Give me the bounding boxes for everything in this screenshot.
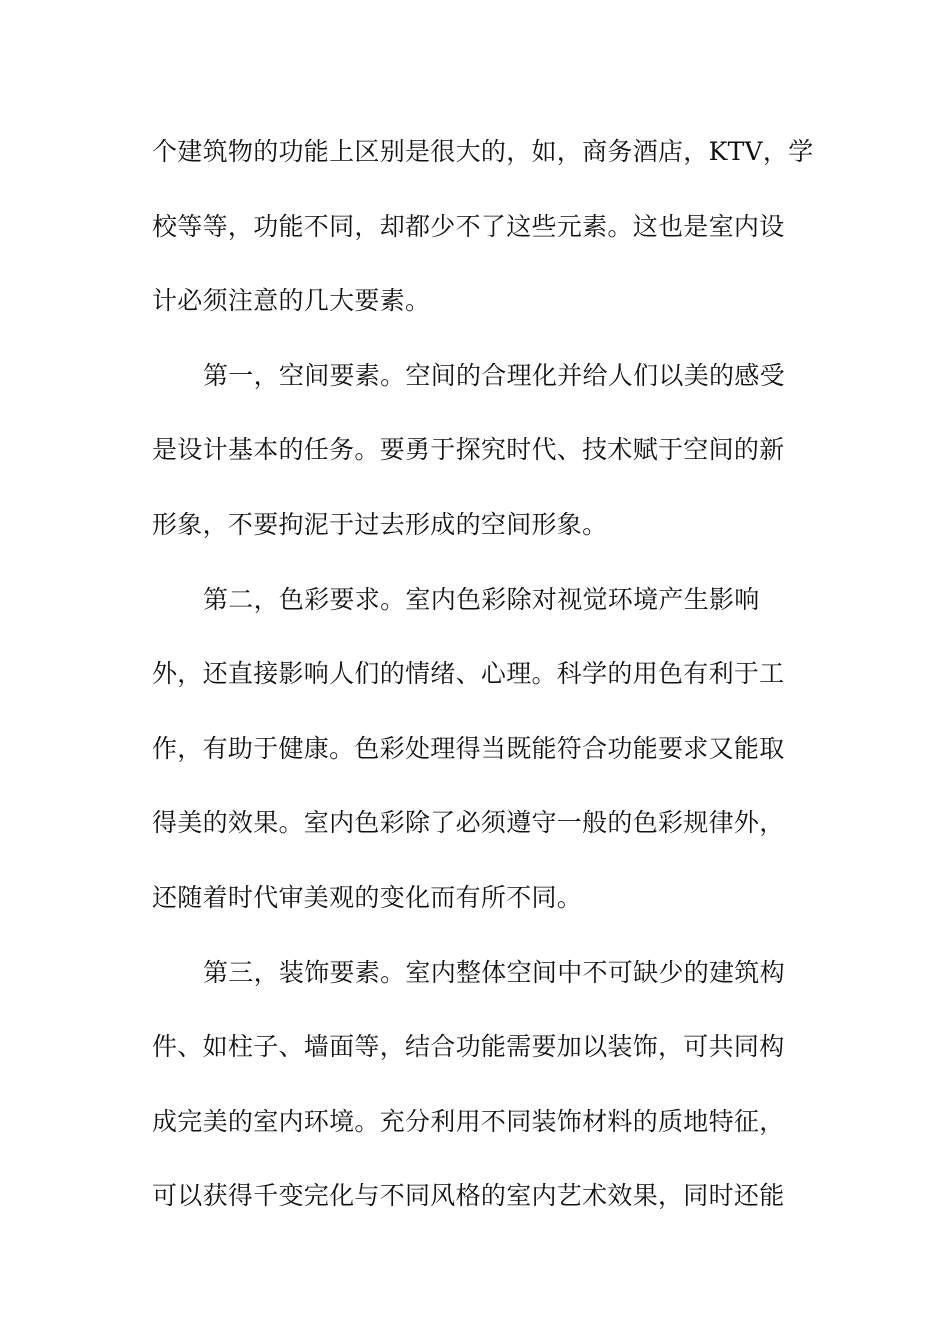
paragraph-space-element — [152, 354, 812, 578]
text-line: 还随着时代审美观的变化而有所不同。 — [152, 882, 583, 912]
text-line: 第一，空间要素。空间的合理化并给人们以美的感受 — [203, 360, 785, 390]
text-line: 第二，色彩要求。室内色彩除对视觉环境产生影响 — [203, 584, 760, 614]
text-line: 个建筑物的功能上区别是很大的，如，商务酒店，KTV，学 — [152, 137, 814, 166]
text-line: 计必须注意的几大要素。 — [152, 286, 431, 316]
paragraph-intro-continuation — [152, 130, 812, 354]
text-line: 件、如柱子、墙面等，结合功能需要加以装饰，可共同构 — [152, 1032, 785, 1062]
text-line: 形象，不要拘泥于过去形成的空间形象。 — [152, 509, 608, 539]
text-line: 外，还直接影响人们的情绪、心理。科学的用色有利于工 — [152, 659, 785, 689]
text-line: 第三，装饰要素。室内整体空间中不可缺少的建筑构 — [203, 957, 785, 987]
text-line: 是设计基本的任务。要勇于探究时代、技术赋于空间的新 — [152, 435, 785, 465]
paragraph-decoration-element — [152, 951, 812, 1249]
body-text — [152, 130, 812, 1249]
text-line: 可以获得千变完化与不同风格的室内艺术效果，同时还能 — [152, 1181, 785, 1211]
text-line: 校等等，功能不同，却都少不了这些元素。这也是室内设 — [152, 211, 785, 241]
text-line: 成完美的室内环境。充分利用不同装饰材料的质地特征， — [152, 1106, 785, 1136]
text-line: 得美的效果。室内色彩除了必须遵守一般的色彩规律外， — [152, 808, 785, 838]
text-line: 作，有助于健康。色彩处理得当既能符合功能要求又能取 — [152, 733, 785, 763]
paragraph-color-requirement — [152, 578, 812, 951]
